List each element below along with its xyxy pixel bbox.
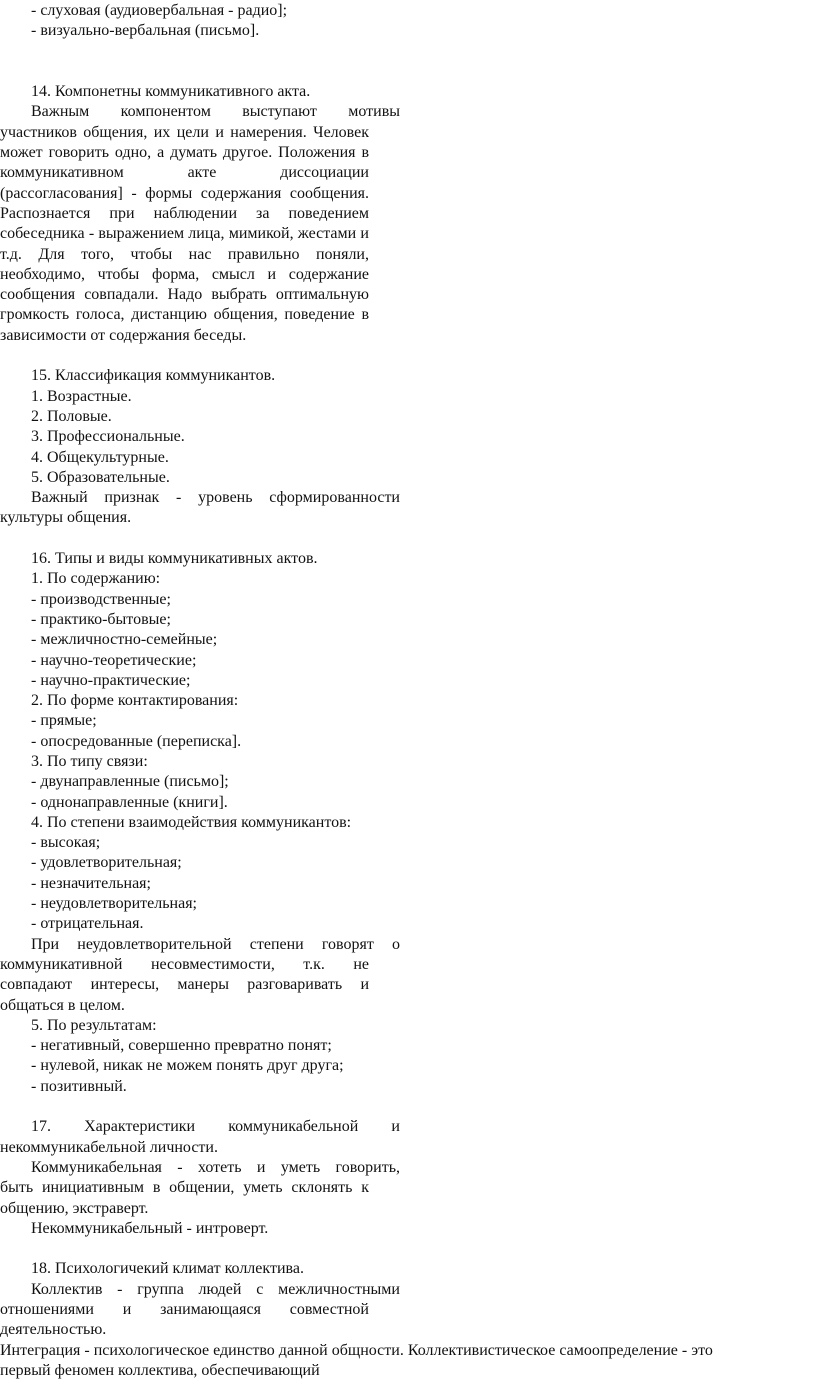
paragraph-line: громкость голоса, дистанцию общения, поведение в xyxy=(0,306,369,324)
section-18-heading: 18. Психологичекий климат коллектива. xyxy=(31,1260,304,1278)
paragraph-line: быть инициативным в общении, уметь склонять к xyxy=(0,1179,369,1197)
section-14-heading: 14. Компонетны коммуникативного акта. xyxy=(31,83,311,101)
list-item: - двунаправленные (письмо]; xyxy=(31,773,229,791)
list-item: 5. Образовательные. xyxy=(31,468,170,486)
section-17-heading: 17. Характеристики коммуникабельной и xyxy=(31,1118,400,1136)
paragraph-line: совпадают интересы, манеры разговаривать и xyxy=(0,976,369,994)
list-item: - нулевой, никак не можем понять друг друга; xyxy=(31,1057,344,1075)
list-item: - слуховая (аудиовербальная - радио]; xyxy=(31,2,288,19)
section-16-heading: 16. Типы и виды коммуникативных актов. xyxy=(31,550,318,568)
paragraph-line: деятельностью. xyxy=(0,1321,107,1339)
paragraph-line: культуры общения. xyxy=(0,509,132,527)
paragraph-line: Коммуникабельная - хотеть и уметь говорить, xyxy=(31,1158,400,1176)
paragraph-line: т.д. Для того, чтобы нас правильно поняли, xyxy=(0,245,369,263)
paragraph-line: Интеграция - психологическое единство данной общности. Коллективистическое самоопределение - это xyxy=(0,1341,713,1359)
list-item: - однонаправленные (книги]. xyxy=(31,793,228,811)
list-item: - незначительная; xyxy=(31,874,151,892)
list-item: 4. Общекультурные. xyxy=(31,448,169,466)
section-17-heading: некоммуникабельной личности. xyxy=(0,1138,218,1156)
list-item: 1. По содержанию: xyxy=(31,570,161,588)
paragraph-line: Распознается при наблюдении за поведением xyxy=(0,204,369,222)
paragraph-line: общаться в целом. xyxy=(0,996,125,1014)
paragraph-line: необходимо, чтобы форма, смысл и содержание xyxy=(0,265,369,283)
paragraph-line: зависимости от содержания беседы. xyxy=(0,326,247,344)
paragraph-line: (рассогласования] - формы содержания сообщения. xyxy=(0,184,369,202)
list-item: - прямые; xyxy=(31,712,97,730)
paragraph-line: Некоммуникабельный - интроверт. xyxy=(31,1219,269,1237)
paragraph-line: Важным компонентом выступают мотивы xyxy=(31,103,400,121)
list-item: 3. По типу связи: xyxy=(31,752,148,770)
paragraph-line: коммуникативном акте диссоциации xyxy=(0,164,369,182)
paragraph-line: коммуникативной несовместимости, т.к. не xyxy=(0,955,369,973)
paragraph-line: При неудовлетворительной степени говорят о xyxy=(31,935,400,953)
list-item: - позитивный. xyxy=(31,1077,127,1095)
list-item: 4. По степени взаимодействия коммуникантов: xyxy=(31,813,352,831)
list-item: - производственные; xyxy=(31,590,171,608)
paragraph-line: собеседника - выражением лица, мимикой, жестами и xyxy=(0,225,369,243)
paragraph-line: может говорить одно, а думать другое. Положения в xyxy=(0,144,369,162)
list-item: - практико-бытовые; xyxy=(31,610,171,628)
list-item: - удовлетворительная; xyxy=(31,854,182,872)
list-item: 1. Возрастные. xyxy=(31,387,132,405)
paragraph-line: общению, экстраверт. xyxy=(0,1199,149,1217)
list-item: - визуально-вербальная (письмо]. xyxy=(31,22,260,40)
paragraph-line: Важный признак - уровень сформированности xyxy=(31,489,400,507)
list-item: - высокая; xyxy=(31,834,101,852)
section-15-heading: 15. Классификация коммуникантов. xyxy=(31,367,276,385)
list-item: - научно-теоретические; xyxy=(31,651,197,669)
list-item: - неудовлетворительная; xyxy=(31,895,197,913)
list-item: 2. По форме контактирования: xyxy=(31,692,239,710)
paragraph-line: сообщения совпадали. Надо выбрать оптимальную xyxy=(0,286,369,304)
list-item: 2. Половые. xyxy=(31,407,112,425)
paragraph-line: Коллектив - группа людей с межличностными xyxy=(31,1280,400,1298)
list-item: - межличностно-семейные; xyxy=(31,631,218,649)
paragraph-line: участников общения, их цели и намерения. Человек xyxy=(0,123,369,141)
paragraph-line: отношениями и занимающаяся совместной xyxy=(0,1301,369,1318)
list-item: - опосредованные (переписка]. xyxy=(31,732,242,750)
list-item: - негативный, совершенно превратно понят; xyxy=(31,1037,332,1055)
list-item: 3. Профессиональные. xyxy=(31,428,185,446)
list-item: 5. По результатам: xyxy=(31,1016,157,1034)
paragraph-line: первый феномен коллектива, обеспечивающий xyxy=(0,1361,320,1379)
list-item: - научно-практические; xyxy=(31,671,191,689)
list-item: - отрицательная. xyxy=(31,915,144,933)
